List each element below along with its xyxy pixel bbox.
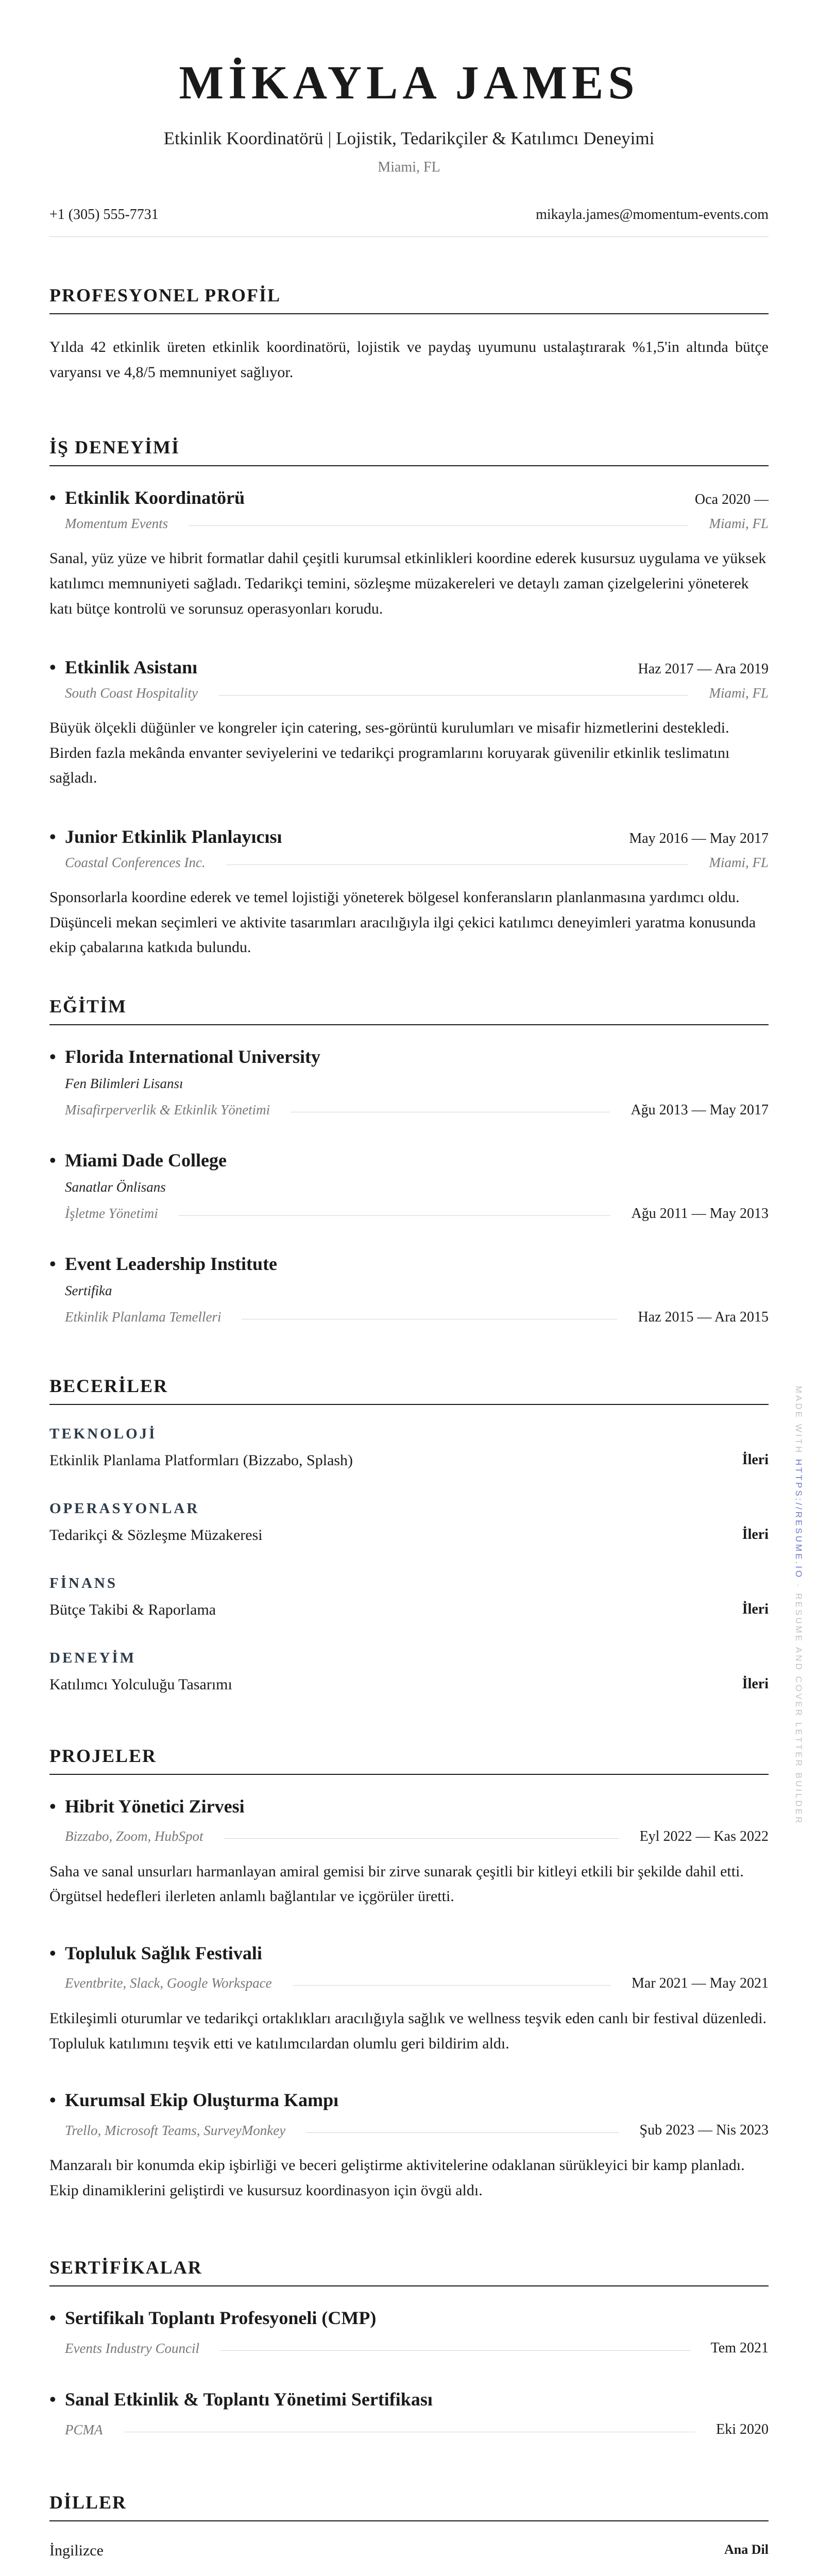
skill-level: İleri xyxy=(742,1526,769,1543)
project-description: Manzaralı bir konumda ekip işbirliği ve beceri geliştirme aktivitelerine odaklanan sürükleyici bir kamp planladı. Ekip dinamiklerini geliştirdi ve kusursuz koordinasyon için övgü aldı. xyxy=(49,2157,745,2199)
project-item xyxy=(49,1942,769,2056)
company-name: South Coast Hospitality xyxy=(65,685,198,701)
experience-item xyxy=(49,487,769,621)
email-address[interactable]: mikayla.james@momentum-events.com xyxy=(536,207,769,223)
project-tools: Eventbrite, Slack, Google Workspace xyxy=(65,1975,272,1991)
resume-page xyxy=(49,0,769,2576)
skill-category: OPERASYONLAR xyxy=(49,1500,200,1517)
education-section xyxy=(49,995,769,1326)
certification-issuer: Events Industry Council xyxy=(65,2340,199,2356)
project-name: • Kurumsal Ekip Oluşturma Kampı xyxy=(49,2089,769,2111)
certifications-section xyxy=(49,2257,769,2438)
skills-section xyxy=(49,1375,769,1693)
certification-item xyxy=(49,2307,769,2357)
experience-section xyxy=(49,436,769,960)
certification-name: • Sanal Etkinlik & Toplantı Yönetimi Sertifikası xyxy=(49,2388,769,2410)
education-item xyxy=(49,1253,769,1326)
field-of-study: Misafirperverlik & Etkinlik Yönetimi xyxy=(65,1102,270,1118)
skill-group xyxy=(49,1575,769,1619)
language-name: İngilizce xyxy=(49,2542,104,2560)
candidate-headline: Etkinlik Koordinatörü | Lojistik, Tedarikçiler & Katılımcı Deneyimi xyxy=(163,128,655,149)
profile-section xyxy=(49,284,769,385)
school-name: • Florida International University xyxy=(49,1046,769,1067)
skill-category: DENEYİM xyxy=(49,1649,137,1666)
education-dates: Haz 2015 — Ara 2015 xyxy=(638,1309,769,1325)
divider-line xyxy=(306,2132,619,2133)
candidate-name: MİKAYLA JAMES xyxy=(179,56,639,109)
skill-group xyxy=(49,1650,769,1693)
job-location: Miami, FL xyxy=(709,854,769,870)
job-title: • Etkinlik Asistanı xyxy=(49,656,197,678)
skill-name: Tedarikçi & Sözleşme Müzakeresi xyxy=(49,1526,263,1544)
project-item xyxy=(49,2089,769,2203)
school-name: • Miami Dade College xyxy=(49,1149,769,1171)
project-description: Etkileşimli oturumlar ve tedarikçi ortaklıkları aracılığıyla sağlık ve wellness teşvik eden canlı bir festival düzenledi. Topluluk katılımını teşvik etti ve katılımcılardan olumlu geri bildirim aldı. xyxy=(49,2009,767,2052)
project-name: • Hibrit Yönetici Zirvesi xyxy=(49,1795,769,1817)
school-name: • Event Leadership Institute xyxy=(49,1253,769,1275)
certification-date: Tem 2021 xyxy=(710,2340,769,2357)
divider-line xyxy=(220,2350,690,2351)
project-item xyxy=(49,1795,769,1909)
education-item xyxy=(49,1149,769,1222)
contact-row xyxy=(49,207,769,237)
skill-group xyxy=(49,1500,769,1544)
skill-name: Etkinlik Planlama Platformları (Bizzabo, Splash) xyxy=(49,1451,353,1469)
divider-line xyxy=(224,1838,619,1839)
certification-item xyxy=(49,2388,769,2438)
skill-name: Bütçe Takibi & Raporlama xyxy=(49,1601,216,1618)
section-title: SERTİFİKALAR xyxy=(49,2257,769,2286)
job-dates: Oca 2020 — xyxy=(694,492,769,508)
job-description: Sponsorlarla koordine ederek ve temel lojistiği yöneterek bölgesel konferansların planlanmasına yardımcı oldu. Düşünceli mekan seçimleri ve aktivite tasarımları aracılığıyla ilgi çekici katılımcı deneyimleri yaratma konusunda ekip çabalarına katkıda bulundu. xyxy=(49,888,756,956)
section-title: BECERİLER xyxy=(49,1375,769,1405)
job-dates: Haz 2017 — Ara 2019 xyxy=(638,661,769,677)
language-item xyxy=(49,2542,769,2560)
skill-category: FİNANS xyxy=(49,1574,117,1591)
job-description: Sanal, yüz yüze ve hibrit formatlar dahil çeşitli kurumsal etkinlikleri koordine ederek kusursuz uygulama ve yüksek katılımcı memnuniyeti sağladı. Tedarikçi temini, sözleşme müzakereleri ve detaylı zaman çizelgelerini yöneterek katı bütçe kontrolü ve sorunsuz operasyonları korudu. xyxy=(49,550,766,617)
project-tools: Bizzabo, Zoom, HubSpot xyxy=(65,1828,203,1844)
skill-name: Katılımcı Yolculuğu Tasarımı xyxy=(49,1675,232,1693)
project-description: Saha ve sanal unsurları harmanlayan amiral gemisi bir zirve sunarak çeşitli bir kitleyi etkili bir şekilde dahil etti. Örgütsel hedefleri ilerleten anlamlı bağlantılar ve içgörüler üretti. xyxy=(49,1862,744,1905)
watermark xyxy=(793,1386,804,1825)
divider-line xyxy=(218,695,688,696)
job-dates: May 2016 — May 2017 xyxy=(629,830,769,846)
project-name: • Topluluk Sağlık Festivali xyxy=(49,1942,769,1964)
job-location: Miami, FL xyxy=(709,516,769,532)
languages-section xyxy=(49,2492,769,2576)
divider-line xyxy=(293,1985,611,1986)
job-description: Büyük ölçekli düğünler ve kongreler için catering, ses-görüntü kurulumları ve misafir hizmetlerini destekledi. Birden fazla mekânda envanter seviyelerini ve tedarikçi programlarını koruyarak güvenilir etkinlik teslimatını sağladı. xyxy=(49,719,730,787)
field-of-study: Etkinlik Planlama Temelleri xyxy=(65,1309,221,1325)
certification-issuer: PCMA xyxy=(65,2421,103,2437)
section-title: EĞİTİM xyxy=(49,995,769,1025)
company-name: Momentum Events xyxy=(65,516,168,532)
section-title: DİLLER xyxy=(49,2492,769,2521)
certification-name: • Sertifikalı Toplantı Profesyoneli (CMP) xyxy=(49,2307,769,2329)
company-name: Coastal Conferences Inc. xyxy=(65,854,206,870)
education-dates: Ağu 2013 — May 2017 xyxy=(630,1101,769,1118)
candidate-location: Miami, FL xyxy=(378,159,440,176)
section-title: PROJELER xyxy=(49,1745,769,1775)
language-level: Ana Dil xyxy=(724,2542,769,2557)
skill-level: İleri xyxy=(742,1675,769,1692)
education-dates: Ağu 2011 — May 2013 xyxy=(631,1205,769,1222)
project-dates: Şub 2023 — Nis 2023 xyxy=(639,2122,769,2139)
phone-number: +1 (305) 555-7731 xyxy=(49,207,159,223)
degree-name: Fen Bilimleri Lisansı xyxy=(65,1075,183,1091)
degree-name: Sanatlar Önlisans xyxy=(65,1179,166,1195)
project-tools: Trello, Microsoft Teams, SurveyMonkey xyxy=(65,2122,286,2138)
job-title: • Etkinlik Koordinatörü xyxy=(49,487,245,509)
skill-category: TEKNOLOJİ xyxy=(49,1425,157,1442)
job-location: Miami, FL xyxy=(709,685,769,701)
section-title: PROFESYONEL PROFİL xyxy=(49,284,769,314)
watermark-suffix: · RESUME AND COVER LETTER BUILDER xyxy=(794,1579,804,1825)
project-dates: Mar 2021 — May 2021 xyxy=(632,1975,769,1991)
skill-level: İleri xyxy=(742,1601,769,1617)
section-title: İŞ DENEYİMİ xyxy=(49,436,769,466)
watermark-prefix: MADE WITH xyxy=(794,1386,804,1459)
skill-group xyxy=(49,1426,769,1469)
watermark-link[interactable]: HTTPS://RESUME.IO xyxy=(794,1459,804,1580)
experience-item xyxy=(49,826,769,960)
certification-date: Eki 2020 xyxy=(716,2421,769,2438)
experience-item xyxy=(49,656,769,791)
degree-name: Sertifika xyxy=(65,1282,112,1298)
project-dates: Eyl 2022 — Kas 2022 xyxy=(639,1828,769,1844)
field-of-study: İşletme Yönetimi xyxy=(65,1206,158,1222)
profile-text: Yılda 42 etkinlik üreten etkinlik koordinatörü, lojistik ve paydaş uyumunu ustalaştırarak %1,5'in altında bütçe varyansı ve 4,8/5 memnuniyet sağlıyor. xyxy=(49,338,769,381)
job-title: • Junior Etkinlik Planlayıcısı xyxy=(49,826,282,848)
projects-section xyxy=(49,1745,769,2204)
divider-line xyxy=(179,1215,611,1216)
education-item xyxy=(49,1046,769,1118)
skill-level: İleri xyxy=(742,1451,769,1468)
